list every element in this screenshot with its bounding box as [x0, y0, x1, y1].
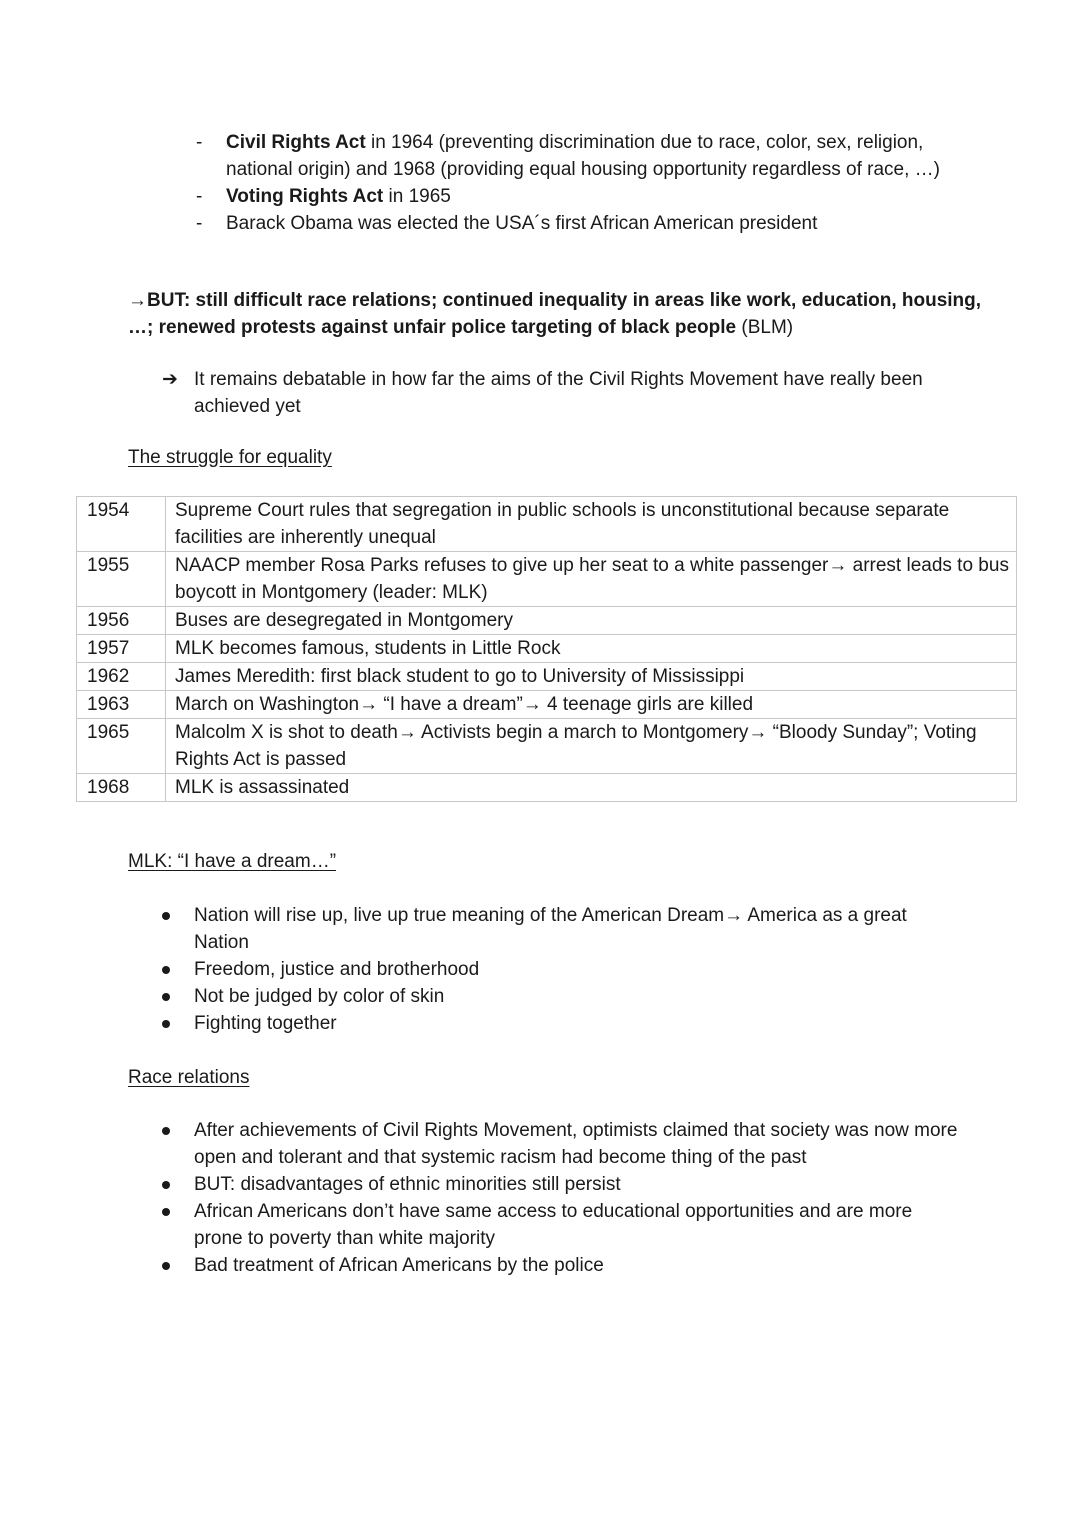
- but-note-bold: →BUT: still difficult race relations; continued inequality in areas like work, education, housing, …; renewed protests against unfair police targeting of black people: [128, 290, 982, 338]
- list-item-text: Freedom, justice and brotherhood: [194, 959, 480, 980]
- year-cell: 1957: [77, 635, 166, 663]
- list-item-text: Not be judged by color of skin: [194, 986, 445, 1007]
- year-cell: 1963: [77, 691, 166, 719]
- bullet-dot-icon: [162, 1181, 170, 1189]
- year-cell: 1968: [77, 774, 166, 802]
- conclusion-text: It remains debatable in how far the aims of the Civil Rights Movement have really been achieved yet: [194, 369, 923, 417]
- event-cell: NAACP member Rosa Parks refuses to give up her seat to a white passenger→ arrest leads to bus boycott in Montgomery (leader: MLK): [166, 552, 1017, 607]
- year-cell: 1965: [77, 719, 166, 774]
- list-item: [160, 1010, 960, 1037]
- year-cell: 1955: [77, 552, 166, 607]
- list-item: [160, 1198, 960, 1252]
- year-cell: 1954: [77, 497, 166, 552]
- event-cell: March on Washington→ “I have a dream”→ 4 teenage girls are killed: [166, 691, 1017, 719]
- achievement-bold: Civil Rights Act: [226, 132, 366, 153]
- bullet-dot-icon: [162, 1127, 170, 1135]
- but-note: [128, 287, 988, 341]
- event-cell: MLK is assassinated: [166, 774, 1017, 802]
- dash-bullet: -: [196, 186, 203, 207]
- bullet-dot-icon: [162, 912, 170, 920]
- list-item: [160, 1252, 960, 1279]
- event-cell: James Meredith: first black student to go to University of Mississippi: [166, 663, 1017, 691]
- list-item-text: After achievements of Civil Rights Movement, optimists claimed that society was now more open and tolerant and that systemic racism had become thing of the past: [194, 1120, 958, 1168]
- list-item: [160, 983, 960, 1010]
- but-note-normal: (BLM): [736, 317, 794, 338]
- table-row: [77, 552, 1017, 607]
- table-row: [77, 774, 1017, 802]
- list-item: [160, 902, 960, 956]
- achievement-item: [190, 183, 970, 210]
- dream-heading: MLK: “I have a dream…”: [128, 851, 337, 872]
- list-item-text: BUT: disadvantages of ethnic minorities still persist: [194, 1174, 621, 1195]
- bullet-dot-icon: [162, 966, 170, 974]
- year-cell: 1956: [77, 607, 166, 635]
- table-row: [77, 691, 1017, 719]
- list-item-text: Nation will rise up, live up true meaning of the American Dream→ America as a great Nation: [194, 905, 907, 953]
- table-row: [77, 607, 1017, 635]
- achievement-text: Barack Obama was elected the USA´s first African American president: [226, 213, 818, 234]
- list-item-text: African Americans don’t have same access to educational opportunities and are more prone to poverty than white majority: [194, 1201, 913, 1249]
- list-item: [160, 1117, 960, 1171]
- event-cell: Malcolm X is shot to death→ Activists begin a march to Montgomery→ “Bloody Sunday”; Voting Rights Act is passed: [166, 719, 1017, 774]
- dash-bullet: -: [196, 213, 203, 234]
- list-item: [160, 956, 960, 983]
- dream-list: [160, 902, 960, 1037]
- table-row: [77, 497, 1017, 552]
- list-item: [160, 1171, 960, 1198]
- achievement-item: [190, 129, 970, 183]
- arrow-icon: ➔: [162, 369, 178, 390]
- achievement-text: in 1964 (preventing discrimination due to race, color, sex, religion, national origin) and 1968 (providing equal housing opportunity regardless of race, …): [226, 132, 940, 180]
- timeline-table: [76, 496, 1017, 802]
- dash-bullet: -: [196, 132, 203, 153]
- event-cell: Buses are desegregated in Montgomery: [166, 607, 1017, 635]
- list-item-text: Fighting together: [194, 1013, 337, 1034]
- bullet-dot-icon: [162, 993, 170, 1001]
- event-cell: MLK becomes famous, students in Little Rock: [166, 635, 1017, 663]
- race-heading: Race relations: [128, 1067, 250, 1088]
- achievement-text: in 1965: [383, 186, 451, 207]
- list-item-text: Bad treatment of African Americans by the police: [194, 1255, 604, 1276]
- table-row: [77, 663, 1017, 691]
- bullet-dot-icon: [162, 1262, 170, 1270]
- bullet-dot-icon: [162, 1208, 170, 1216]
- table-row: [77, 635, 1017, 663]
- conclusion-note: [162, 366, 942, 420]
- race-list: [160, 1117, 960, 1279]
- event-cell: Supreme Court rules that segregation in public schools is unconstitutional because separate facilities are inherently unequal: [166, 497, 1017, 552]
- table-row: [77, 719, 1017, 774]
- struggle-heading: The struggle for equality: [128, 447, 332, 468]
- year-cell: 1962: [77, 663, 166, 691]
- bullet-dot-icon: [162, 1020, 170, 1028]
- achievement-bold: Voting Rights Act: [226, 186, 384, 207]
- achievement-item: [190, 210, 970, 237]
- achievements-list: [190, 129, 970, 237]
